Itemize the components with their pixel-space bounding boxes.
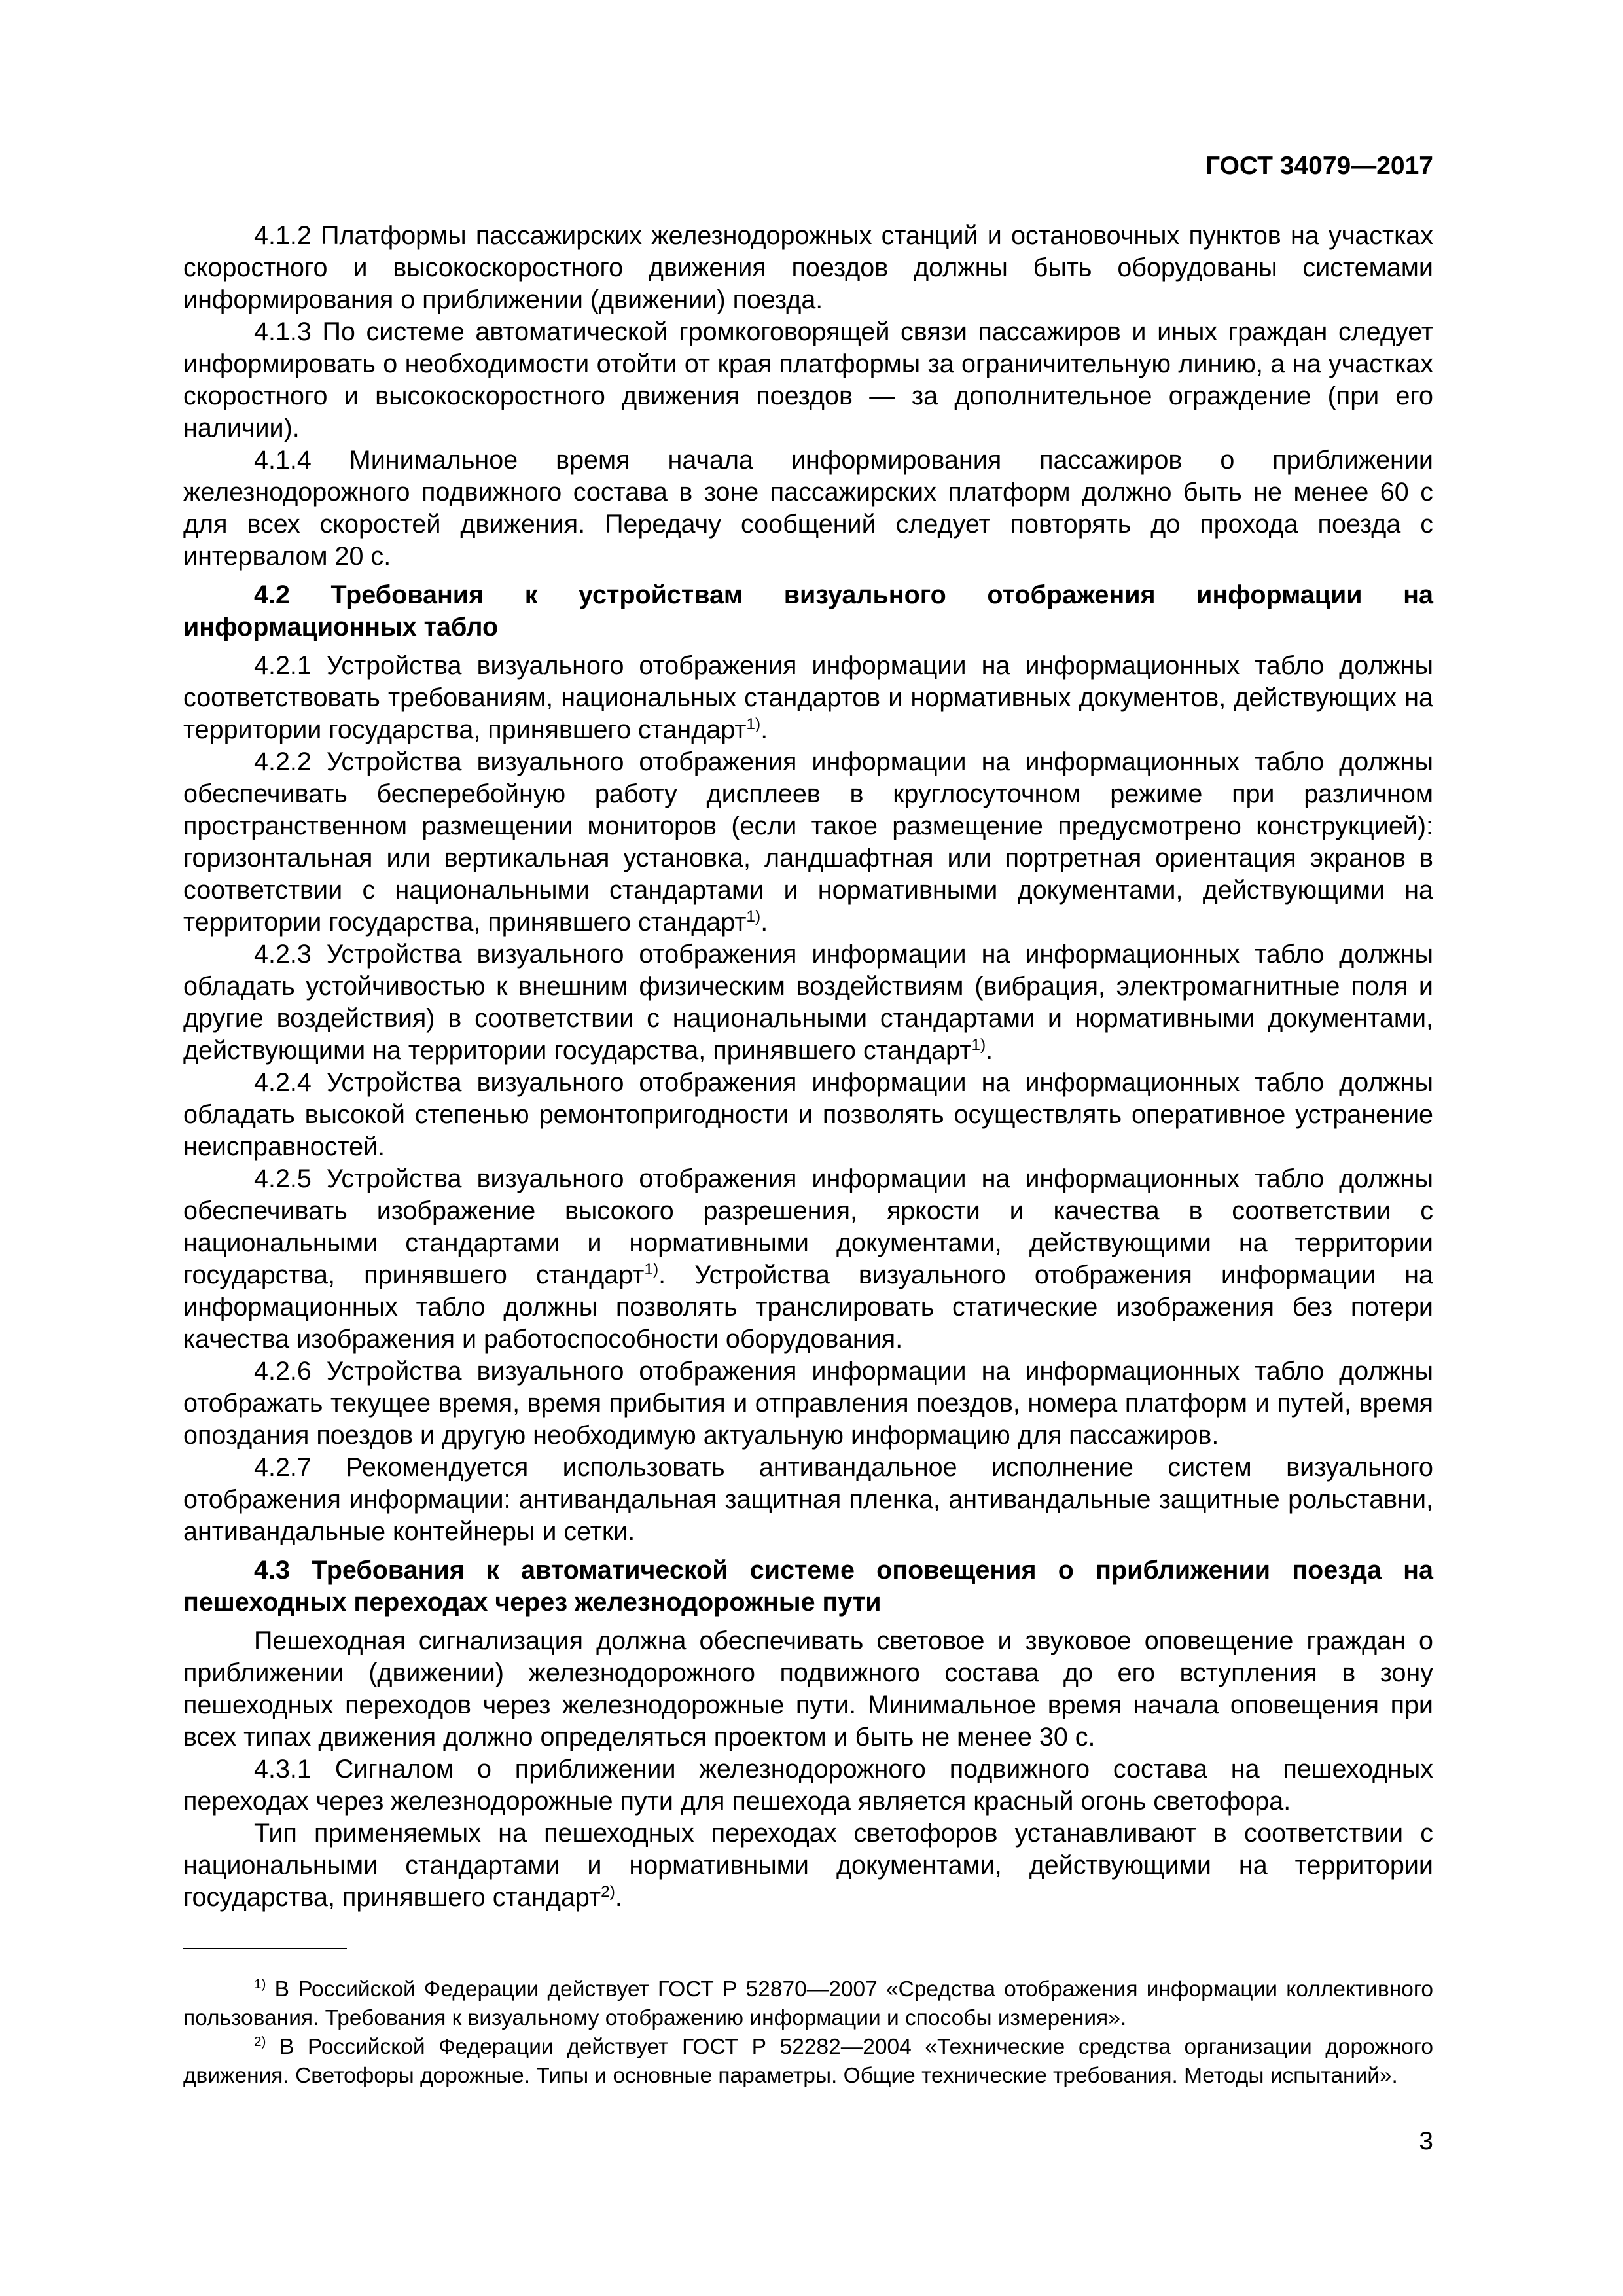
section-heading-4-2: 4.2 Требования к устройствам визуального отображения информации на информационных табло	[183, 581, 1433, 641]
paragraph-4-3-1-b-text: Тип применяемых на пешеходных переходах светофоров устанавливают в соответствии с национальными стандартами и нормативными документами, действующими на территории государства, принявшего стандарт	[183, 1819, 1433, 1912]
paragraph-4-2-7: 4.2.7 Рекомендуется использовать антивандальное исполнение систем визуального отображения информации: антивандальная защитная пленка, антивандальные защитные рольставни, антивандальные контейнеры и сетки.	[183, 1453, 1433, 1546]
footnote-ref-2: 2)	[601, 1882, 615, 1901]
document-code-header: ГОСТ 34079—2017	[1205, 152, 1433, 180]
sentence-end: .	[615, 1883, 622, 1912]
footnote-mark-2: 2)	[254, 2034, 266, 2049]
footnote-1-text: В Российской Федерации действует ГОСТ Р 52870—2007 «Средства отображения информации коллективного пользования. Требования к визуальному отображению информации и способы измерения».	[183, 1977, 1433, 2030]
sentence-end: .	[986, 1036, 993, 1065]
document-page	[183, 151, 1433, 2232]
paragraph-4-1-4: 4.1.4 Минимальное время начала информирования пассажиров о приближении железнодорожного подвижного состава в зоне пассажирских платформ должно быть не менее 60 с для всех скоростей движения. Передачу сообщений следует повторять до прохода поезда с интервалом 20 с.	[183, 446, 1433, 571]
footnote-mark-1: 1)	[254, 1976, 266, 1992]
paragraph-4-2-4: 4.2.4 Устройства визуального отображения информации на информационных табло должны обладать высокой степенью ремонтопригодности и позволять осуществлять оперативное устранение неисправностей.	[183, 1068, 1433, 1161]
paragraph-4-1-3: 4.1.3 По системе автоматической громкоговорящей связи пассажиров и иных граждан следует информировать о необходимости отойти от края платформы за ограничительную линию, а на участках скоростного и высокоскоростного движения поездов — за дополнительное ограждение (при его наличии).	[183, 317, 1433, 442]
footnote-ref-1: 1)	[644, 1260, 659, 1278]
paragraph-4-2-5	[183, 1163, 1433, 1355]
paragraph-4-2-1	[183, 650, 1433, 746]
footnote-1	[183, 1975, 1433, 2033]
footnote-ref-1: 1)	[971, 1035, 986, 1054]
paragraph-4-2-3	[183, 939, 1433, 1067]
paragraph-4-2-2	[183, 746, 1433, 939]
section-heading-4-3: 4.3 Требования к автоматической системе оповещения о приближении поезда на пешеходных переходах через железнодорожные пути	[183, 1556, 1433, 1617]
footnote-separator	[183, 1948, 347, 1949]
paragraph-4-3-1: 4.3.1 Сигналом о приближении железнодорожного подвижного состава на пешеходных переходах через железнодорожные пути для пешехода является красный огонь светофора.	[183, 1755, 1433, 1816]
paragraph-4-2-1-text: 4.2.1 Устройства визуального отображения информации на информационных табло должны соответствовать требованиям, национальных стандартов и нормативных документов, действующих на территории государства, принявшего стандарт	[183, 651, 1433, 744]
paragraph-4-2-6: 4.2.6 Устройства визуального отображения информации на информационных табло должны отображать текущее время, время прибытия и отправления поездов, номера платформ и путей, время опоздания поездов и другую необходимую актуальную информацию для пассажиров.	[183, 1357, 1433, 1450]
paragraph-4-1-2: 4.1.2 Платформы пассажирских железнодорожных станций и остановочных пунктов на участках скоростного и высокоскоростного движения поездов должны быть оборудованы системами информирования о приближении (движении) поезда.	[183, 221, 1433, 314]
footnote-ref-1: 1)	[746, 715, 761, 733]
paragraph-4-2-5-text-a: 4.2.5 Устройства визуального отображения информации на информационных табло должны обеспечивать изображение высокого разрешения, яркости и качества в соответствии с национальными стандартами и нормативными документами, действующими на территории государства, принявшего стандарт	[183, 1164, 1433, 1289]
page-number: 3	[1419, 2127, 1433, 2155]
sentence-end: .	[760, 908, 768, 937]
paragraph-4-2-5-text-b: . Устройства визуального отображения информации на информационных табло должны позволять транслировать статические изображения без потери качества изображения и работоспособности оборудования.	[183, 1261, 1433, 1354]
footnote-2-text: В Российской Федерации действует ГОСТ Р 52282—2004 «Технические средства организации дорожного движения. Светофоры дорожные. Типы и основные параметры. Общие технические требования. Методы испытаний».	[183, 2035, 1433, 2088]
sentence-end: .	[760, 715, 768, 744]
footnote-ref-1: 1)	[746, 907, 761, 925]
paragraph-4-2-3-text: 4.2.3 Устройства визуального отображения информации на информационных табло должны обладать устойчивостью к внешним физическим воздействиям (вибрация, электромагнитные поля и другие воздействия) в соответствии с национальными стандартами и нормативными документами, действующими на территории государства, принявшего стандарт	[183, 940, 1433, 1065]
paragraph-4-3-1-b	[183, 1818, 1433, 1914]
footnote-2	[183, 2033, 1433, 2090]
paragraph-4-3-intro: Пешеходная сигнализация должна обеспечивать световое и звуковое оповещение граждан о приближении (движении) железнодорожного подвижного состава до его вступления в зону пешеходных переходов через железнодорожные пути. Минимальное время начала оповещения при всех типах движения должно определяться проектом и быть не менее 30 с.	[183, 1626, 1433, 1751]
paragraph-4-2-2-text: 4.2.2 Устройства визуального отображения информации на информационных табло должны обеспечивать бесперебойную работу дисплеев в круглосуточном режиме при различном пространственном размещении мониторов (если такое размещение предусмотрено конструкцией): горизонтальная или вертикальная установка, ландшафтная или портретная ориентация экранов в соответствии с национальными стандартами и нормативными документами, действующими на территории государства, принявшего стандарт	[183, 747, 1433, 937]
